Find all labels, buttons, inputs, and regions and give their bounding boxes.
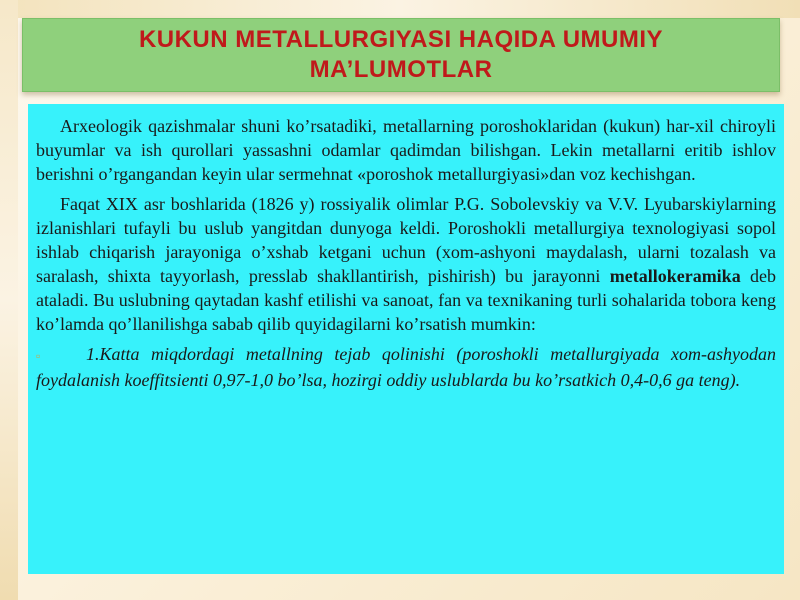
content-text-box <box>28 104 784 574</box>
bullet-item <box>36 342 776 392</box>
title-banner <box>22 18 780 92</box>
slide-title: KUKUN METALLURGIYASI HAQIDA UMUMIY MA’LUMOTLAR <box>138 26 664 83</box>
term-metallokeramika: metallokeramika <box>609 266 741 286</box>
paragraph-history <box>36 192 776 336</box>
paragraph-history-text-2: deb ataladi. Bu uslubning qaytadan kashf etilishi va sanoat, fan va texnikaning turli sohalarida tobora keng ko’lamda qo’llanilishga sabab qilib quyidagilarni ko’rsatish mumkin: <box>36 266 776 334</box>
paragraph-archaeology: Arxeologik qazishmalar shuni ko’rsatadiki, metallarning poroshoklaridan (kukun) har-xil chiroyli buyumlar va ish qurollari yassashni odamlar qadimdan bilishgan. Lekin metallarni eritib ishlov berishni o’rgangandan keyin ular sermehnat «poroshok metallurgiyasi»dan voz kechishgan. <box>36 116 776 184</box>
decorative-top-band <box>0 0 800 18</box>
bullet-icon: ▫ <box>36 348 41 363</box>
bullet-item-text: 1.Katta miqdordagi metallning tejab qolinishi (poroshokli metallurgiyada xom-ashyodan foydalanish koeffitsienti 0,97-1,0 bo’lsa, hozirgi oddiy uslublarda bu ko’rsatkich 0,4-0,6 ga teng). <box>36 344 776 390</box>
decorative-left-band <box>0 0 18 600</box>
paragraph-history-text-1: Faqat XIX asr boshlarida (1826 y) rossiyalik olimlar P.G. Sobolevskiy va V.V. Lyubarskiylarning izlanishlari tufayli bu uslub yangitdan dunyoga keldi. Poroshokli metallurgiya texnologiyasi sopol ishlab chiqarish jarayoniga o’xshab ketgani uchun (xom-ashyoni maydalash, ularni tozalash va saralash, shixta tayyorlash, presslab shakllantirish, pishirish) bu jarayonni <box>36 194 776 286</box>
